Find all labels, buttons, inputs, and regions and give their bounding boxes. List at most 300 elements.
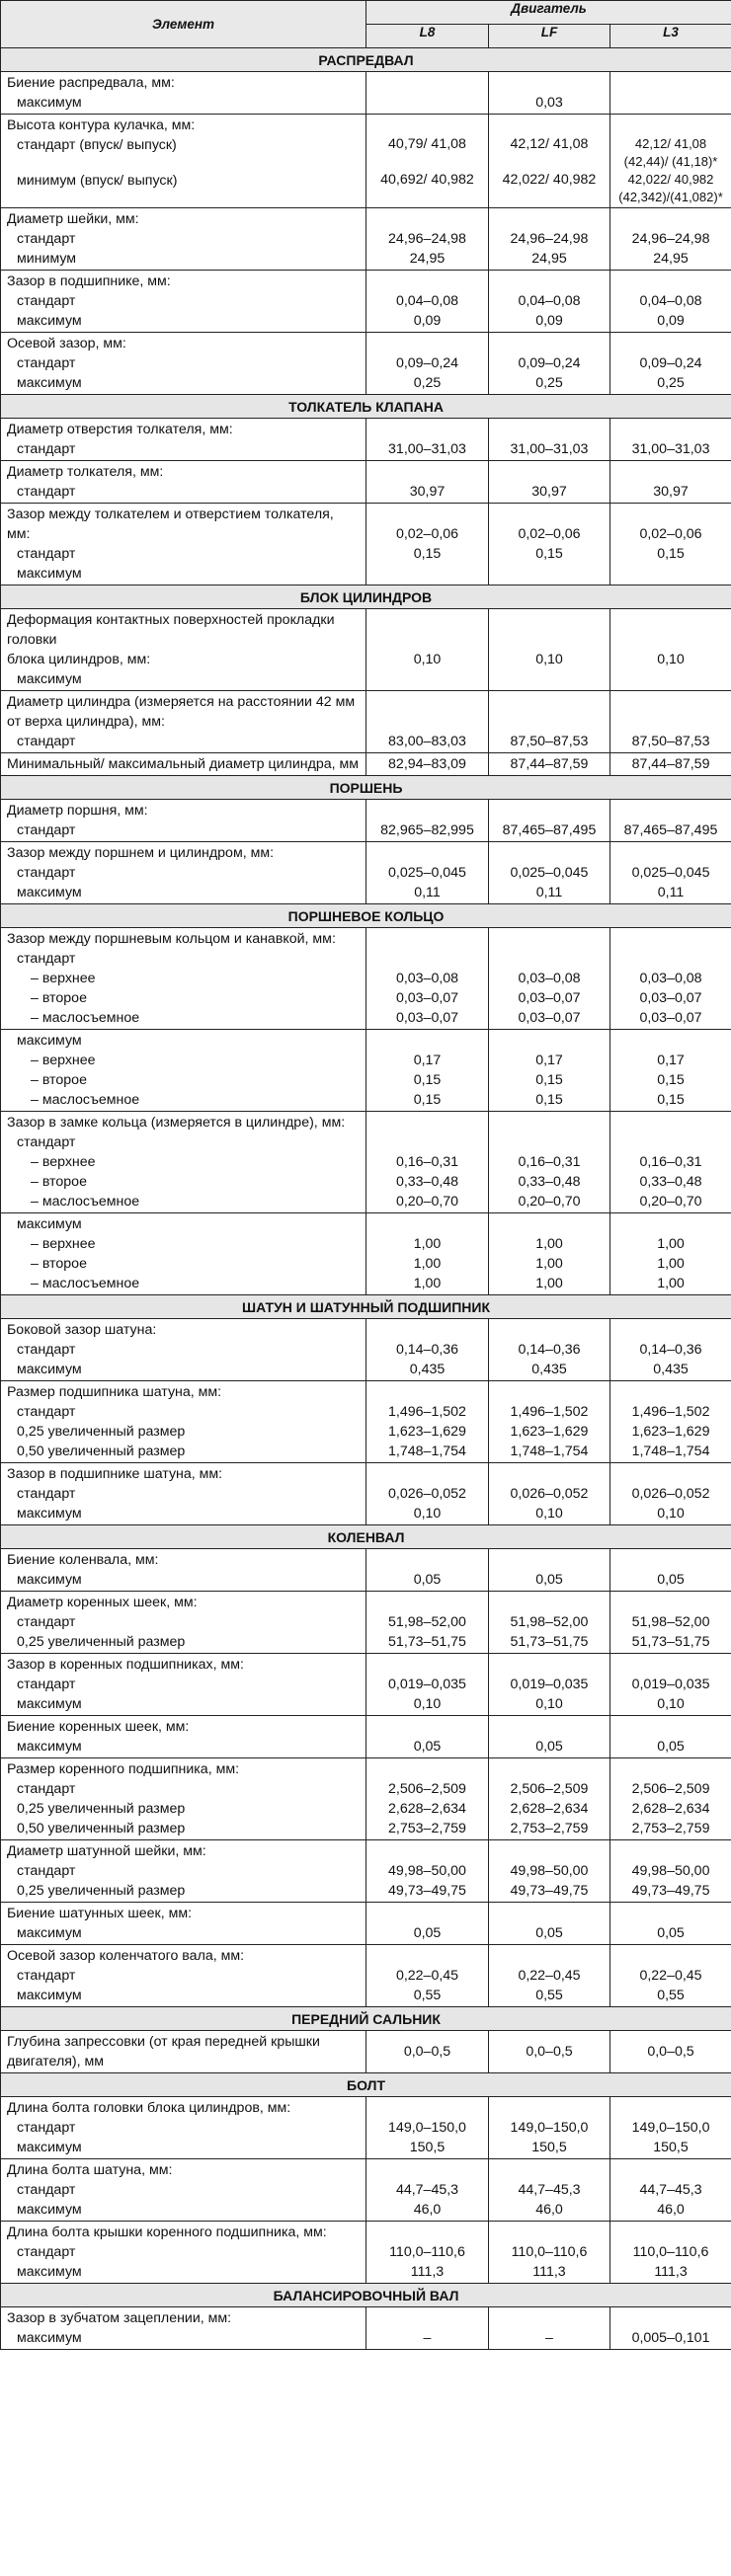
header-engine-l8: L8 — [366, 25, 489, 48]
value: 0,22–0,45 — [639, 1968, 702, 1984]
parameter-name: Зазор в зубчатом зацеплении, мм: — [7, 2310, 232, 2326]
spacer — [616, 1717, 725, 1737]
value-l3 — [610, 115, 731, 208]
spacer — [372, 116, 482, 135]
element-cell — [1, 800, 366, 842]
parameter-name: Деформация контактных поверхностей прокладки головки блока цилиндров, мм: — [7, 612, 335, 667]
value: 46,0 — [535, 2202, 563, 2218]
value: 24,96–24,98 — [631, 231, 710, 247]
value: 0,33–0,48 — [518, 1174, 581, 1190]
value: 0,03–0,08 — [639, 971, 702, 986]
value: 87,44–87,59 — [510, 756, 589, 772]
spacer — [616, 843, 725, 863]
spacer — [495, 1946, 604, 1966]
spacer — [616, 1113, 725, 1132]
section-title: БОЛТ — [1, 2073, 731, 2097]
value — [616, 93, 725, 113]
spacer — [616, 1904, 725, 1923]
value: 51,73–51,75 — [631, 1634, 710, 1650]
value-l8 — [366, 691, 489, 753]
sub-condition-label: – верхнее — [31, 971, 96, 986]
spacer — [372, 1841, 482, 1861]
spacer — [372, 1655, 482, 1675]
value-l8 — [366, 1945, 489, 2007]
spacer — [372, 334, 482, 353]
spacer — [616, 73, 725, 93]
value: 1,00 — [413, 1256, 442, 1272]
spacer — [616, 1593, 725, 1612]
element-cell — [1, 691, 366, 753]
value: 49,98–50,00 — [510, 1863, 589, 1879]
value: 0,05 — [535, 1925, 563, 1941]
sub-condition-label: – маслосъемное — [31, 1276, 140, 1291]
value: 0,17 — [657, 1053, 685, 1068]
parameter-name: Зазор в замке кольца (измеряется в цилиндре), мм: — [7, 1115, 346, 1131]
element-cell — [1, 2031, 366, 2073]
spec-row — [1, 1463, 731, 1525]
condition-label: максимум — [17, 1988, 82, 2003]
spacer — [495, 462, 604, 482]
value: 150,5 — [531, 2140, 567, 2155]
value: 24,96–24,98 — [510, 231, 589, 247]
value: 0,435 — [531, 1362, 567, 1377]
condition-label: максимум — [17, 2330, 82, 2346]
spacer — [616, 1464, 725, 1484]
value-lf — [489, 115, 610, 208]
element-cell — [1, 72, 366, 115]
spacer — [616, 929, 725, 949]
condition-label: максимум — [17, 1033, 82, 1049]
spacer — [495, 1113, 604, 1132]
section-title: ТОЛКАТЕЛЬ КЛАПАНА — [1, 395, 731, 419]
parameter-name: Зазор между поршнем и цилиндром, мм: — [7, 845, 275, 861]
parameter-name: Биение коренных шеек, мм: — [7, 1719, 190, 1735]
spacer — [372, 1550, 482, 1570]
value: 40,79/ 41,08 — [388, 136, 466, 152]
value-l8 — [366, 1592, 489, 1654]
value: 111,3 — [410, 2264, 445, 2280]
condition-label: 0,50 увеличенный размер — [17, 1821, 186, 1836]
spacer — [495, 1593, 604, 1612]
value: 24,95 — [531, 251, 567, 267]
value: 0,17 — [413, 1053, 442, 1068]
value: 1,748–1,754 — [388, 1444, 466, 1459]
value: 0,0–0,5 — [526, 2044, 573, 2060]
value: 0,55 — [657, 1988, 685, 2003]
value: 0,10 — [535, 652, 563, 667]
value: 0,10 — [657, 1506, 685, 1522]
element-cell — [1, 2222, 366, 2284]
sub-condition-label: – второе — [31, 990, 87, 1006]
spacer — [616, 334, 725, 353]
value-l8 — [366, 333, 489, 395]
value: 0,25 — [535, 375, 563, 391]
condition-label: стандарт — [17, 484, 76, 500]
section-title: БАЛАНСИРОВОЧНЫЙ ВАЛ — [1, 2284, 731, 2307]
value-lf — [489, 1112, 610, 1213]
value-l3 — [610, 691, 731, 753]
value: 0,03–0,07 — [639, 1010, 702, 1026]
value: 44,7–45,3 — [639, 2182, 702, 2198]
value: 31,00–31,03 — [631, 441, 710, 457]
value-l3 — [610, 1592, 731, 1654]
value-lf — [489, 333, 610, 395]
condition-label: стандарт — [17, 355, 76, 371]
condition-label: стандарт — [17, 2120, 76, 2136]
value: 82,965–82,995 — [380, 822, 474, 838]
value: 0,09 — [535, 313, 563, 329]
value — [616, 1132, 725, 1152]
value: 0,02–0,06 — [639, 526, 702, 542]
element-cell — [1, 115, 366, 208]
value: 46,0 — [413, 2202, 442, 2218]
spec-row — [1, 842, 731, 904]
spacer — [372, 801, 482, 820]
value: 1,496–1,502 — [510, 1404, 589, 1420]
value: 83,00–83,03 — [388, 734, 466, 749]
value: 0,15 — [535, 546, 563, 562]
value: 0,435 — [409, 1362, 446, 1377]
section-header — [1, 585, 731, 609]
value: 0,04–0,08 — [639, 293, 702, 309]
spec-row — [1, 1381, 731, 1463]
parameter-name: Зазор в подшипнике шатуна, мм: — [7, 1466, 223, 1482]
value: 40,692/ 40,982 — [380, 172, 474, 188]
value-lf — [489, 842, 610, 904]
value: 0,10 — [657, 1696, 685, 1712]
element-cell — [1, 842, 366, 904]
condition-label: стандарт — [17, 441, 76, 457]
parameter-name: Высота контура кулачка, мм: — [7, 117, 196, 133]
value-lf — [489, 1381, 610, 1463]
value: 149,0–150,0 — [510, 2120, 589, 2136]
value: 30,97 — [409, 484, 446, 500]
element-cell — [1, 1549, 366, 1592]
value-l3 — [610, 1945, 731, 2007]
sub-condition-label: – верхнее — [31, 1053, 96, 1068]
parameter-name: Диаметр цилиндра (измеряется на расстоянии 42 мм от верха цилиндра), мм: — [7, 694, 356, 730]
value-l8 — [366, 1112, 489, 1213]
value-lf — [489, 461, 610, 504]
value: 0,11 — [657, 885, 685, 900]
spec-row — [1, 2159, 731, 2222]
value: 150,5 — [653, 2140, 689, 2155]
condition-label: 0,25 увеличенный размер — [17, 1424, 186, 1440]
value-lf — [489, 1840, 610, 1903]
element-cell — [1, 1592, 366, 1654]
value: 31,00–31,03 — [388, 441, 466, 457]
parameter-name: Боковой зазор шатуна: — [7, 1322, 157, 1338]
condition-label: стандарт — [17, 1968, 76, 1984]
value-lf — [489, 2222, 610, 2284]
value — [372, 1132, 482, 1152]
value-l3 — [610, 753, 731, 776]
sub-condition-label: – маслосъемное — [31, 1092, 140, 1108]
value-lf — [489, 2097, 610, 2159]
value: 49,98–50,00 — [631, 1863, 710, 1879]
value — [495, 1214, 604, 1234]
section-title: ШАТУН И ШАТУННЫЙ ПОДШИПНИК — [1, 1295, 731, 1319]
condition-label: 0,25 увеличенный размер — [17, 1883, 186, 1899]
section-header — [1, 1525, 731, 1549]
value-l3 — [610, 1840, 731, 1903]
section-header — [1, 395, 731, 419]
value-l8 — [366, 208, 489, 271]
condition-label: стандарт — [17, 951, 76, 967]
value: 0,16–0,31 — [395, 1154, 459, 1170]
value-l3 — [610, 2097, 731, 2159]
parameter-name: Длина болта головки блока цилиндров, мм: — [7, 2100, 291, 2116]
value: 149,0–150,0 — [631, 2120, 710, 2136]
value-lf — [489, 800, 610, 842]
header-element: Элемент — [1, 1, 366, 48]
value-lf — [489, 1030, 610, 1112]
value-l8 — [366, 842, 489, 904]
value: 0,10 — [413, 1506, 442, 1522]
sub-condition-label: – второе — [31, 1072, 87, 1088]
parameter-name: Диаметр шатунной шейки, мм: — [7, 1843, 206, 1859]
value: 31,00–31,03 — [510, 441, 589, 457]
spec-row — [1, 800, 731, 842]
value-l3 — [610, 1549, 731, 1592]
value: 0,10 — [413, 1696, 442, 1712]
value: 149,0–150,0 — [388, 2120, 466, 2136]
value-l8 — [366, 72, 489, 115]
value: 0,15 — [657, 1072, 685, 1088]
element-cell — [1, 753, 366, 776]
value: 0,17 — [535, 1053, 563, 1068]
condition-label: стандарт — [17, 734, 76, 749]
value-l8 — [366, 461, 489, 504]
condition-label: стандарт (впуск/ выпуск) — [17, 137, 177, 153]
value: 0,03–0,08 — [395, 971, 459, 986]
value: 0,005–0,101 — [631, 2330, 710, 2346]
condition-label: максимум — [17, 1362, 82, 1377]
spacer — [372, 1464, 482, 1484]
value-l3 — [610, 2222, 731, 2284]
value: 0,11 — [535, 885, 563, 900]
value: 1,623–1,629 — [510, 1424, 589, 1440]
element-cell — [1, 609, 366, 691]
spacer — [616, 462, 725, 482]
value: 0,33–0,48 — [639, 1174, 702, 1190]
value-l8 — [366, 2159, 489, 2222]
value-l3 — [610, 72, 731, 115]
condition-label: 0,50 увеличенный размер — [17, 1444, 186, 1459]
value-l8 — [366, 1840, 489, 1903]
value-l8 — [366, 609, 489, 691]
value: 49,73–49,75 — [510, 1883, 589, 1899]
value: 49,98–50,00 — [388, 1863, 466, 1879]
value: 111,3 — [654, 2264, 688, 2280]
value: 87,50–87,53 — [510, 734, 589, 749]
condition-label: стандарт — [17, 1134, 76, 1150]
value-lf — [489, 1716, 610, 1758]
value: 0,20–0,70 — [395, 1194, 459, 1210]
spec-row — [1, 419, 731, 461]
element-cell — [1, 419, 366, 461]
value: 0,05 — [535, 1572, 563, 1588]
value-l3 — [610, 271, 731, 333]
value: 0,03–0,07 — [639, 990, 702, 1006]
spacer — [495, 1320, 604, 1340]
value-l3 — [610, 2159, 731, 2222]
spec-row — [1, 1030, 731, 1112]
spacer — [372, 1113, 482, 1132]
element-cell — [1, 1381, 366, 1463]
value-l3 — [610, 419, 731, 461]
value-l8 — [366, 1381, 489, 1463]
spec-row — [1, 753, 731, 776]
spec-row — [1, 1112, 731, 1213]
value-lf — [489, 1758, 610, 1840]
value-l3 — [610, 2031, 731, 2073]
element-cell — [1, 1654, 366, 1716]
value-l8 — [366, 1654, 489, 1716]
value: 1,748–1,754 — [510, 1444, 589, 1459]
value-lf — [489, 691, 610, 753]
value: 0,09 — [413, 313, 442, 329]
spacer — [616, 2160, 725, 2180]
spacer — [616, 1655, 725, 1675]
value: 0,16–0,31 — [518, 1154, 581, 1170]
value-l3 — [610, 1716, 731, 1758]
value: 110,0–110,6 — [632, 2244, 709, 2260]
condition-label: максимум — [17, 95, 82, 111]
value-l8 — [366, 1030, 489, 1112]
value-l3 — [610, 333, 731, 395]
element-cell — [1, 1903, 366, 1945]
value: 0,03–0,07 — [518, 990, 581, 1006]
spec-row — [1, 1549, 731, 1592]
value: 1,00 — [535, 1276, 563, 1291]
parameter-name: Осевой зазор, мм: — [7, 336, 126, 351]
spacer — [616, 2098, 725, 2118]
value: 2,753–2,759 — [388, 1821, 466, 1836]
parameter-name: Диаметр шейки, мм: — [7, 211, 139, 227]
condition-label: стандарт — [17, 1404, 76, 1420]
value-l3 — [610, 1758, 731, 1840]
value: 2,628–2,634 — [388, 1801, 466, 1817]
element-cell — [1, 1112, 366, 1213]
value: 2,628–2,634 — [510, 1801, 589, 1817]
parameter-name: Зазор в подшипнике, мм: — [7, 273, 171, 289]
value-l8 — [366, 1463, 489, 1525]
value — [616, 1031, 725, 1051]
spacer — [372, 692, 482, 732]
value: 0,05 — [657, 1739, 685, 1755]
spacer — [372, 2160, 482, 2180]
spacer — [372, 1759, 482, 1779]
value: – — [545, 2330, 553, 2346]
value: 2,628–2,634 — [631, 1801, 710, 1817]
spacer — [495, 116, 604, 135]
value — [495, 949, 604, 969]
spacer — [616, 2223, 725, 2242]
value-l3 — [610, 1654, 731, 1716]
element-cell — [1, 1758, 366, 1840]
value: 0,03–0,08 — [518, 971, 581, 986]
sub-condition-label: – второе — [31, 1256, 87, 1272]
element-cell — [1, 1716, 366, 1758]
value-lf — [489, 1592, 610, 1654]
value: 0,019–0,035 — [631, 1677, 710, 1692]
value: 0,05 — [535, 1739, 563, 1755]
spacer — [495, 209, 604, 229]
value-lf — [489, 1463, 610, 1525]
value-lf — [489, 1654, 610, 1716]
value: 1,00 — [657, 1276, 685, 1291]
spec-row — [1, 271, 731, 333]
value: 0,10 — [657, 652, 685, 667]
value: 0,10 — [413, 652, 442, 667]
spacer — [372, 1382, 482, 1402]
value-l3 — [610, 800, 731, 842]
value: 0,33–0,48 — [395, 1174, 459, 1190]
condition-label: максимум — [17, 885, 82, 900]
value-l3 — [610, 461, 731, 504]
element-cell — [1, 1840, 366, 1903]
value: 0,0–0,5 — [403, 2044, 451, 2060]
value: 1,00 — [657, 1236, 685, 1252]
spec-row — [1, 1945, 731, 2007]
value: 0,15 — [657, 546, 685, 562]
spacer — [616, 2308, 725, 2328]
value-l3 — [610, 1030, 731, 1112]
value: 2,506–2,509 — [631, 1781, 710, 1797]
condition-label: Минимальный/ максимальный диаметр цилиндра, мм — [7, 756, 360, 772]
parameter-name: Размер подшипника шатуна, мм: — [7, 1384, 222, 1400]
element-cell — [1, 1213, 366, 1295]
value-l3 — [610, 928, 731, 1030]
value: 0,025–0,045 — [510, 865, 589, 881]
value: 87,465–87,495 — [623, 822, 718, 838]
condition-label: максимум — [17, 2140, 82, 2155]
section-header — [1, 2007, 731, 2031]
value: 46,0 — [657, 2202, 685, 2218]
value: 42,022/ 40,982 (42,342)/(41,082)* — [618, 172, 723, 204]
value: 51,73–51,75 — [388, 1634, 466, 1650]
value: 0,026–0,052 — [510, 1486, 589, 1502]
spacer — [616, 272, 725, 291]
value: 0,20–0,70 — [639, 1194, 702, 1210]
value: 30,97 — [531, 484, 567, 500]
value: 44,7–45,3 — [518, 2182, 581, 2198]
spec-row — [1, 2307, 731, 2350]
value: 1,496–1,502 — [631, 1404, 710, 1420]
condition-label: максимум — [17, 2264, 82, 2280]
section-title: ПЕРЕДНИЙ САЛЬНИК — [1, 2007, 731, 2031]
value: 51,98–52,00 — [510, 1614, 589, 1630]
parameter-name: Биение шатунных шеек, мм: — [7, 1906, 193, 1921]
condition-label: стандарт — [17, 1863, 76, 1879]
value: 0,11 — [414, 885, 441, 900]
section-header — [1, 776, 731, 800]
value: 0,025–0,045 — [631, 865, 710, 881]
element-cell — [1, 208, 366, 271]
section-title: ПОРШНЕВОЕ КОЛЬЦО — [1, 904, 731, 928]
value — [372, 1214, 482, 1234]
spacer — [616, 610, 725, 650]
value: 0,435 — [653, 1362, 689, 1377]
value-l3 — [610, 208, 731, 271]
value-l8 — [366, 419, 489, 461]
element-cell — [1, 1030, 366, 1112]
value: 0,22–0,45 — [395, 1968, 459, 1984]
value: 0,14–0,36 — [639, 1342, 702, 1358]
condition-label: Глубина запрессовки (от края передней крышки двигателя), мм — [7, 2034, 320, 2069]
value-l8 — [366, 1213, 489, 1295]
